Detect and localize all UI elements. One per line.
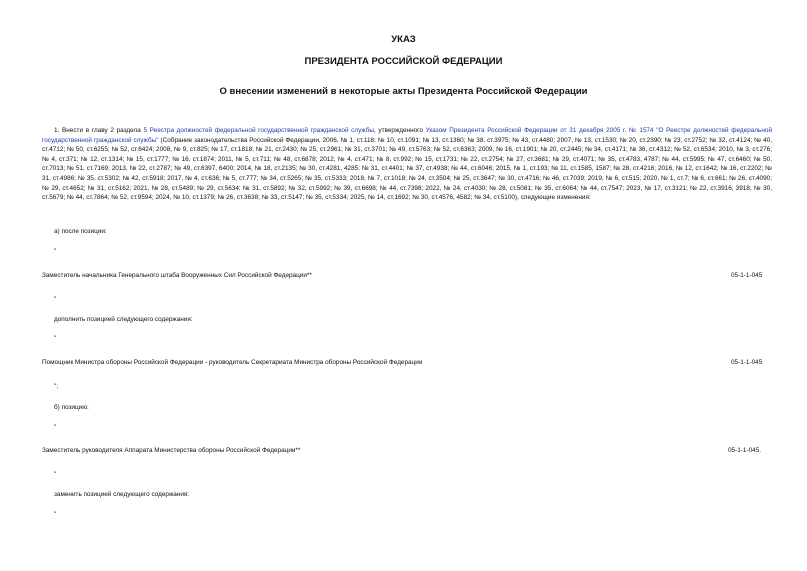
position-3-code: 05-1-1-045 [728,447,760,454]
position-2-code: 05-1-1-045 [731,359,763,366]
replace-position-label: заменить позицией следующего содержания: [54,491,190,498]
paragraph-1-middle: , утвержденного [373,127,426,134]
position-3-code-wrap [728,447,761,455]
add-position-label: дополнить позицией следующего содержания: [54,316,193,323]
paragraph-1-prefix: 1. Внести в главу 2 раздела [54,127,144,134]
item-b-label: б) позицию: [54,404,89,411]
paragraph-1-rest: (Собрание законодательства Российской Федерации, 2006, № 1, ст.118; № 10, ст.1091; № 13, ст.1360; № 38, ст.3975; № 43, ст.4480; 2007, № 13, ст.1530; № 20, ст.2390; № 23, ст.2752; № 32, ст.4124; № 40, ст.4712; № 50, ст.6255; № 52, ст.6424; 2008, № 9, ст.825; № 17, ст.1818; № 21, ст.2430; № 25, ст.2961; № 31, ст.3701; № 49, ст.5763; № 52, ст.6363; 2009, № 16, ст.1901; № 20, ст.2445; № 34, ст.4171; № 36, ст.4312; № 52, ст.6534; 2010, № 3, ст.276; № 4, ст.371; № 12, ст.1314; № 15, ст.1777; № 16, ст.1874; 2011, № 5, ст.711; № 48, ст.6878; 2012, № 4, ст.471; № 8, ст.992; № 15, ст.1731; № 22, ст.2754; № 27, ст.3681; № 29, ст.4071; № 35, ст.4783, 4787; № 44, ст.5995; № 47, ст.6460; № 50, ст.7013; № 51, ст.7169; 2013, № 22, ст.2787; № 49, ст.6397, 6400; 2014, № 18, ст.2135; № 30, ст.4281, 4285; № 31, ст.4401; № 37, ст.4938; № 44, ст.6046; 2015, № 1, ст.193; № 11, ст.1585, 1587; № 28, ст.4216; 2016, № 12, ст.1642; № 16, ст.2202; № 31, ст.4986; № 35, ст.5302; № 42, ст.5918; 2017, № 4, ст.636; № 5, ст.777; № 34, ст.5265; № 35, ст.5333; 2018, № 7, ст.1018; № 24, ст.3504; № 25, ст.3647; № 30, ст.4716; № 46, ст.7039; 2019, № 6, ст.515; 2020, № 1, ст.7; № 6, ст.661; № 26, ст.4090; № 29, ст.4652; № 31, ст.5162; 2021, № 28, ст.5489; № 29, ст.5634; № 31, ст.5892; № 32, ст.5992; № 39, ст.6698; № 44, ст.7398; 2022, № 24, ст.4030; № 28, ст.5081; № 35, ст.6064; № 44, ст.7547; 2023, № 17, ст.3121; № 22, ст.3916, 3918; № 30, ст.5679; № 44, ст.7864; № 52, ст.9594; 2024, № 10, ст.1379; № 26, ст.3638; № 33, ст.5147; № 35, ст.5334; 2025, № 14, ст.1692; № 30, ст.4576, 4582; № 34, ст.5100), следующие изменения: [42,136,772,202]
item-a-label: а) после позиции: [54,228,107,235]
position-3-period: . [759,447,762,454]
doc-title: УКАЗ [391,34,416,45]
position-2-title: Помощник Министра обороны Российской Федерации - руководитель Секретариата Министра обороны Российской Федерации [42,359,423,366]
quote-mark: " [54,296,57,303]
position-1-code: 05-1-1-045 [731,272,763,279]
decree-link[interactable]: Указом Президента Российской Федерации от 31 декабря 2005 г. № 1574 "О Реестре должностей федеральной государственной гражданской службы" [42,127,773,144]
quote-mark: " [54,335,57,342]
quote-mark: " [54,511,57,518]
paragraph-1 [42,126,772,203]
quote-mark: " [54,471,57,478]
quote-mark: " [54,248,57,255]
registry-link[interactable]: 5 Реестра должностей федеральной государственной гражданской службы [143,127,374,134]
doc-subject: О внесении изменений в некоторые акты Президента Российской Федерации [219,86,588,97]
doc-issuer: ПРЕЗИДЕНТА РОССИЙСКОЙ ФЕДЕРАЦИИ [304,56,503,67]
quote-mark: " [54,424,57,431]
position-1-title: Заместитель начальника Генерального штаба Вооруженных Сил Российской Федерации** [42,272,312,279]
position-3-title: Заместитель руководителя Аппарата Министерства обороны Российской Федерации** [42,447,301,454]
quote-mark: "; [54,383,59,390]
